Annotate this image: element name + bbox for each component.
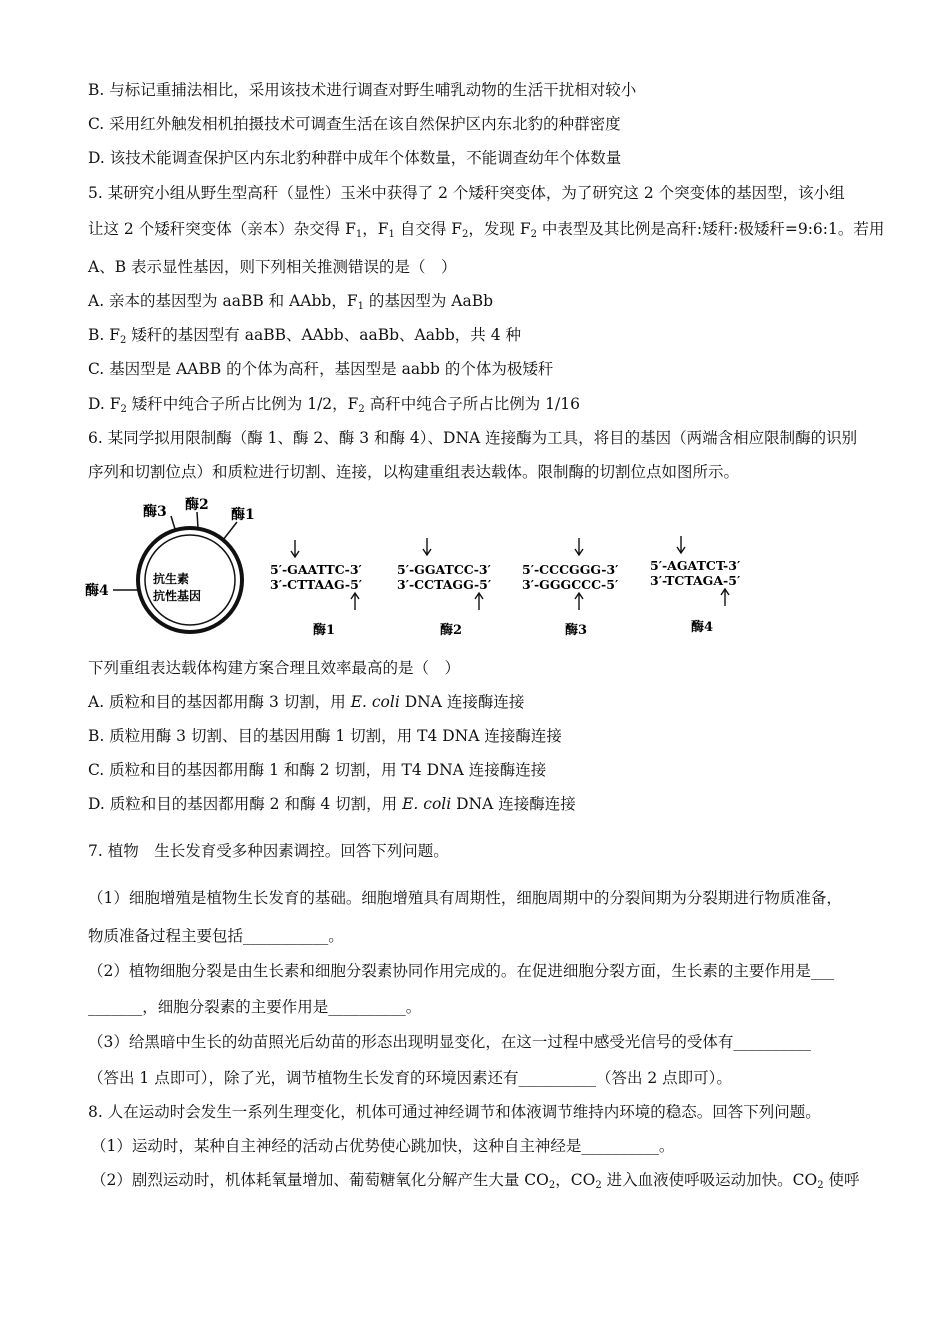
enzyme4-caption: 酶4: [691, 620, 714, 635]
enzyme3-bottom-arrow-icon: [575, 593, 583, 610]
enzyme3-site-line: [171, 516, 175, 529]
q5-stem-line3: A、B 表示显性基因，则下列相关推测错误的是（ ）: [88, 258, 457, 276]
enzyme3-top-strand: 5′-CCCGGG-3′: [522, 562, 619, 577]
plasmid-diagram: [85, 496, 255, 632]
enzyme1-site: [270, 540, 362, 638]
q7-part1-line2: 物质准备过程主要包括___________。: [88, 927, 344, 945]
enzyme1-caption: 酶1: [313, 623, 336, 638]
q7-part2-line1: （2）植物细胞分裂是由生长素和细胞分裂素协同作用完成的。在促进细胞分裂方面，生长素的主要作用是___: [88, 962, 835, 980]
q8-part2-line1: （2）剧烈运动时，机体耗氧量增加、葡萄糖氧化分解产生大量 $CO_2$，$CO_2$ 进入血液使呼吸运动加快。$CO_2$ 使呼: [91, 1171, 860, 1191]
q5-option-c: C. 基因型是 AABB 的个体为高秆，基因型是 aabb 的个体为极矮秆: [88, 360, 554, 378]
q8-stem: 8. 人在运动时会发生一系列生理变化，机体可通过神经调节和体液调节维持内环境的稳态。回答下列问题。: [88, 1103, 821, 1121]
enzyme2-caption: 酶2: [440, 623, 463, 638]
enzyme1-bottom-arrow-icon: [351, 593, 359, 610]
enzyme2-top-arrow-icon: [423, 538, 431, 555]
q6-option-d: D. 质粒和目的基因都用酶 2 和酶 4 切割，用 E. coli DNA 连接酶连接: [88, 795, 576, 813]
enzyme2-bottom-arrow-icon: [475, 593, 483, 610]
enzyme4-top-strand: 5′-AGATCT-3′: [650, 558, 741, 573]
enzyme1-bottom-strand: 3′-CTTAAG-5′: [270, 577, 363, 592]
enzyme4-site: [650, 536, 740, 635]
q8-part1: （1）运动时，某种自主神经的活动占优势使心跳加快，这种自主神经是__________。: [91, 1137, 675, 1155]
enzyme2-bottom-strand: 3′-CCTAGG-5′: [397, 577, 492, 592]
plasmid-label-enzyme1: 酶1: [231, 507, 255, 523]
q5-option-d: D. $F_2$ 矮秆中纯合子所占比例为 1/2，$F_2$ 高秆中纯合子所占比例为 1/16: [88, 395, 580, 415]
q6-stem-line1: 6. 某同学拟用限制酶（酶 1、酶 2、酶 3 和酶 4）、DNA 连接酶为工具，将目的基因（两端含相应限制酶的识别: [88, 429, 858, 447]
enzyme1-top-strand: 5′-GAATTC-3′: [270, 562, 362, 577]
enzyme3-caption: 酶3: [565, 623, 588, 638]
q4-option-c: C. 采用红外触发相机拍摄技术可调查生活在该自然保护区内东北豹的种群密度: [88, 115, 621, 133]
q6-option-c: C. 质粒和目的基因都用酶 1 和酶 2 切割，用 T4 DNA 连接酶连接: [88, 761, 547, 779]
enzyme4-bottom-strand: 3′-TCTAGA-5′: [650, 573, 741, 588]
plasmid-label-enzyme4: 酶4: [85, 583, 109, 599]
q6-stem-line2: 序列和切割位点）和质粒进行切割、连接，以构建重组表达载体。限制酶的切割位点如图所示。: [88, 463, 740, 481]
enzyme3-site: [522, 538, 618, 638]
q7-stem: 7. 植物 生长发育受多种因素调控。回答下列问题。: [88, 842, 449, 860]
q6-option-b: B. 质粒用酶 3 切割、目的基因用酶 1 切割，用 T4 DNA 连接酶连接: [88, 727, 562, 745]
q5-option-a: A. 亲本的基因型为 aaBB 和 AAbb，$F_1$ 的基因型为 AaBb: [88, 292, 494, 312]
enzyme2-site: [397, 538, 491, 638]
antibiotic-resistance-label-line1: 抗生素: [153, 572, 190, 586]
enzyme1-site-line: [223, 522, 237, 540]
enzyme3-bottom-strand: 3′-GGGCCC-5′: [522, 577, 619, 592]
enzyme4-top-arrow-icon: [677, 536, 685, 553]
q5-option-b: B. $F_2$ 矮秆的基因型有 aaBB、AAbb、aaBb、Aabb，共 4 种: [88, 326, 522, 346]
q7-part3-line2: （答出 1 点即可），除了光，调节植物生长发育的环境因素还有__________（答出 2 点即可）。: [88, 1069, 732, 1087]
enzyme2-site-line: [197, 512, 198, 528]
q7-part2-line2: _______，细胞分裂素的主要作用是__________。: [88, 998, 422, 1016]
q6-question: 下列重组表达载体构建方案合理且效率最高的是（ ）: [88, 659, 461, 677]
q4-option-b: B. 与标记重捕法相比，采用该技术进行调查对野生哺乳动物的生活干扰相对较小: [88, 81, 637, 99]
plasmid-label-enzyme2: 酶2: [185, 497, 209, 513]
q7-part3-line1: （3）给黑暗中生长的幼苗照光后幼苗的形态出现明显变化，在这一过程中感受光信号的受体有__________: [88, 1033, 811, 1051]
q5-stem-line1: 5. 某研究小组从野生型高秆（显性）玉米中获得了 2 个矮秆突变体，为了研究这 2 个突变体的基因型，该小组: [88, 184, 845, 202]
q7-part1-line1: （1）细胞增殖是植物生长发育的基础。细胞增殖具有周期性，细胞周期中的分裂间期为分裂期进行物质准备，: [88, 889, 842, 907]
plasmid-label-enzyme3: 酶3: [143, 504, 167, 520]
antibiotic-resistance-label-line2: 抗性基因: [153, 589, 202, 603]
enzyme4-bottom-arrow-icon: [721, 589, 729, 606]
q5-stem-line2: 让这 2 个矮秆突变体（亲本）杂交得 $F_1$，$F_1$ 自交得 $F_2$，发现 $F_2$ 中表型及其比例是高秆:矮秆:极矮秆=9:6:1。若用: [88, 220, 885, 240]
enzyme3-top-arrow-icon: [575, 538, 583, 555]
q6-option-a: A. 质粒和目的基因都用酶 3 切割，用 E. coli DNA 连接酶连接: [88, 693, 525, 711]
q4-option-d: D. 该技术能调查保护区内东北豹种群中成年个体数量，不能调查幼年个体数量: [88, 149, 622, 167]
enzyme1-top-arrow-icon: [291, 540, 299, 557]
restriction-enzyme-figure: [85, 494, 785, 644]
enzyme2-top-strand: 5′-GGATCC-3′: [397, 562, 491, 577]
